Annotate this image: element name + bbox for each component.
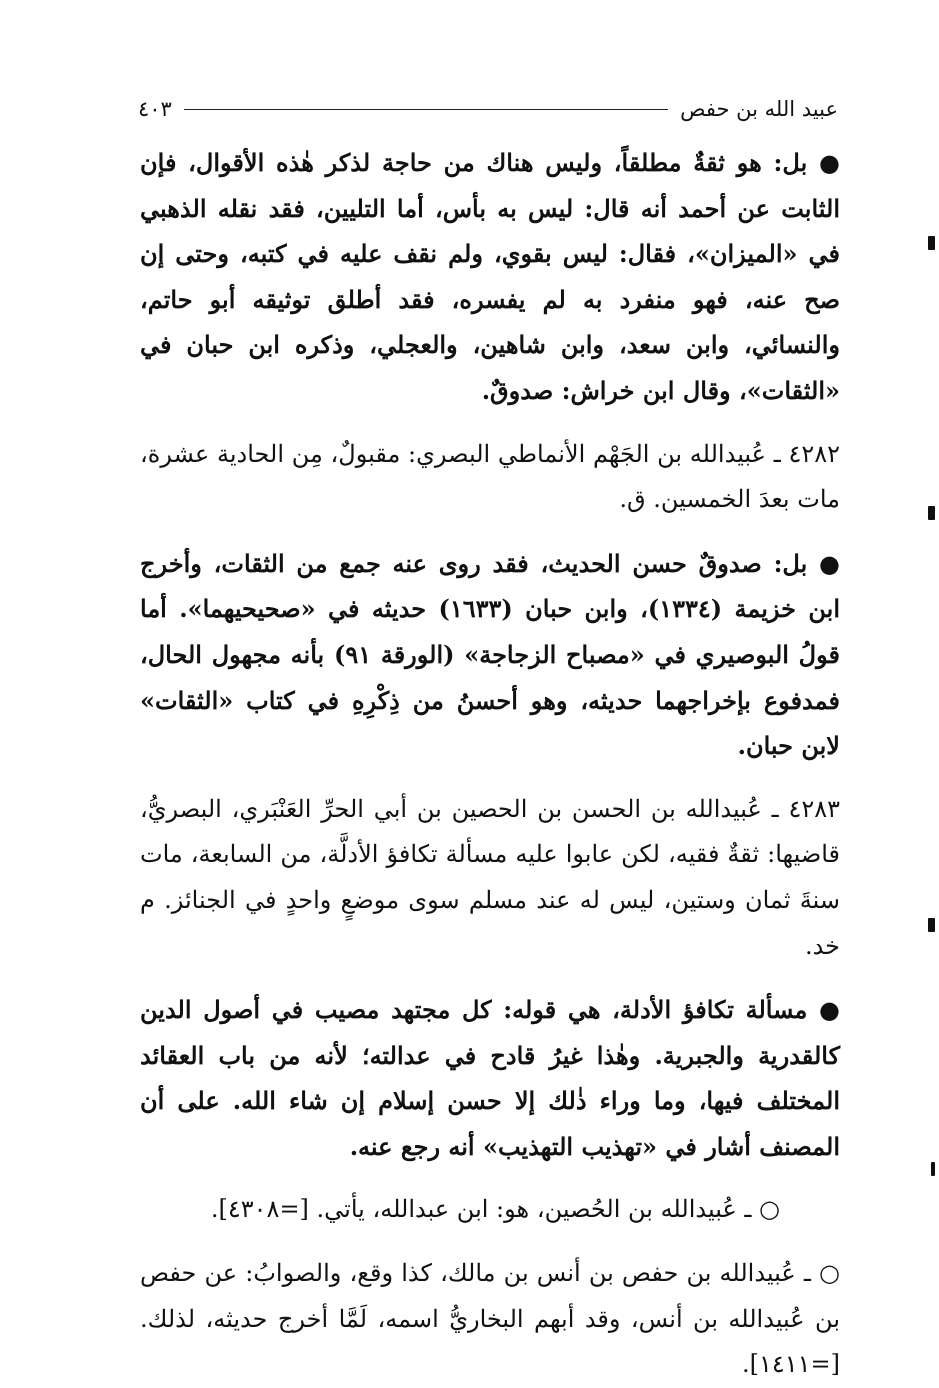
spacer [140,1169,840,1187]
cross-reference-1: ○ ـ عُبيدالله بن الحُصين، هو: ابن عبدالله، يأتي. [=٤٣٠٨]. [210,1195,780,1224]
page-body [140,140,840,1388]
cross-reference-2: ○ ـ عُبيدالله بن حفص بن أنس بن مالك، كذا وقع، والصوابُ: عن حفص بن عُبيدالله بن أنس، وقد أبهم البخاريُّ اسمه، لَمَّا أخرج حديثه، لذلك. [=١٤١١]. [140,1259,840,1379]
header-rule [184,109,668,110]
margin-mark [928,236,935,250]
margin-mark [928,506,935,520]
commentary-paragraph-1: ● بل: هو ثقةٌ مطلقاً، وليس هناك من حاجة لذكر هٰذه الأقوال، فإن الثابت عن أحمد أنه قال: ليس به بأس، أما التليين، فقد نقله الذهبي في «الميزان»، فقال: ليس بقوي، ولم نقف عليه في كتبه، وحتى إن صح عنه، فهو منفرد به لم يفسره، فقد أطلق توثيقه أبو حاتم، والنسائي، وابن سعد، وابن شاهين، والعجلي، وذكره ابن حبان في «الثقات»، وقال ابن خراش: صدوقٌ. [140,148,840,405]
spacer [140,414,840,432]
running-title: عبيد الله بن حفص [680,97,838,121]
entry-4282: ٤٢٨٢ ـ عُبيدالله بن الجَهْم الأنماطي البصري: مقبولٌ، مِن الحادية عشرة، مات بعدَ الخمسين. ق. [140,439,840,514]
commentary-paragraph-3: ● مسألة تكافؤ الأدلة، هي قوله: كل مجتهد مصيب في أصول الدين كالقدرية والجبرية. وهٰذا غيرُ قادح في عدالته؛ لأنه من باب العقائد المختلف فيها، وما وراء ذٰلك إلا حسن إسلام إن شاء الله. على أن المصنف أشار في «تهذيب التهذيب» أنه رجع عنه. [140,995,840,1161]
entry-4283: ٤٢٨٣ ـ عُبيدالله بن الحسن بن الحصين بن أبي الحرِّ العَنْبَري، البصريُّ، قاضيها: ثقةٌ فقيه، لكن عابوا عليه مسألة تكافؤ الأدلَّة، من السابعة، مات سنةَ ثمان وستين، ليس له عند مسلم سوى موضعٍ واحدٍ في الجنائز. م خد. [140,794,840,960]
spacer [140,969,840,987]
spacer [140,1233,840,1251]
commentary-paragraph-2: ● بل: صدوقٌ حسن الحديث، فقد روى عنه جمع من الثقات، وأخرج ابن خزيمة (١٣٣٤)، وابن حبان (١٦٣٣) حديثه في «صحيحيهما». أما قولُ البوصيري في «مصباح الزجاجة» (الورقة ٩١) بأنه مجهول الحال، فمدفوع بإخراجهما حديثه، وهو أحسنُ من ذِكْرِهِ في كتاب «الثقات» لابن حبان. [140,548,841,761]
running-header [138,92,838,126]
spacer [140,769,840,787]
spacer [140,523,840,541]
margin-mark [931,1162,935,1176]
page-number: ٤٠٣ [138,97,172,121]
margin-mark [928,918,935,932]
